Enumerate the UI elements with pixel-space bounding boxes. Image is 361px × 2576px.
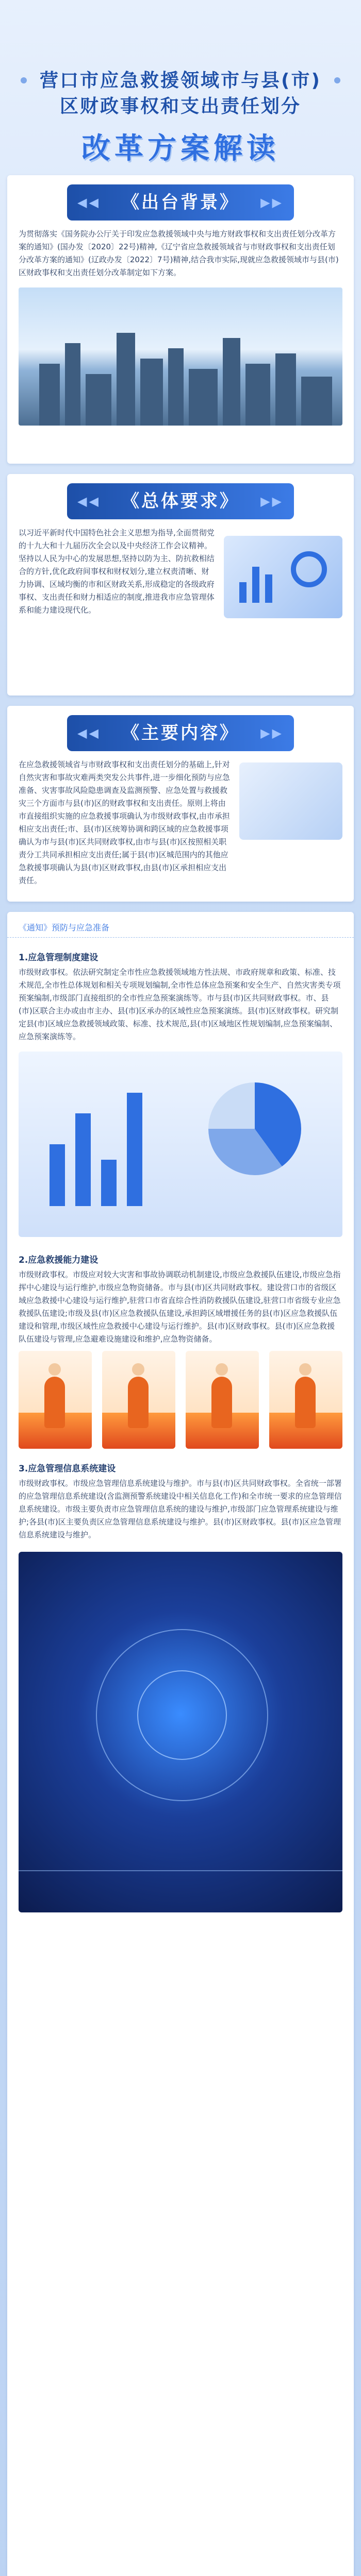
firefighter-illustration bbox=[102, 1351, 175, 1449]
firefighter-illustration bbox=[269, 1351, 342, 1449]
firefighter-illustration bbox=[19, 1351, 92, 1449]
section-banner-requirements bbox=[67, 483, 294, 519]
chevron-right-icon: ▶▶ bbox=[260, 726, 284, 740]
section-details bbox=[7, 912, 354, 2576]
firefighter-illustration bbox=[186, 1351, 259, 1449]
item-title: 1.应急管理制度建设 bbox=[19, 953, 99, 963]
chevron-left-icon: ◀◀ bbox=[77, 195, 101, 210]
item-text: 市级财政事权。依法研究制定全市性应急救援领域地方性法规、市政府规章和政策、标准、技术规范,全市性总体规划和相关专项规划编制,全市性总体应急预案和安全生产、自然灾害类专项预案编制,市级部门直接组织的全市性应急预案演练等。市与县(市)区共同财政事权。市、县(市)区联合主办或由市主办、县(市)区承办的区域性应急预案演练。县(市)区财政事权。研究制定县(市)区域应急救援领域政策、标准、技术规范,县(市)区域地区性规划编制,应急预案编制、应急预案演练等。 bbox=[19, 968, 341, 1041]
chevron-right-icon: ▶▶ bbox=[260, 195, 284, 210]
header bbox=[0, 0, 361, 170]
section-requirements bbox=[7, 474, 354, 696]
section-title: 《总体要求》 bbox=[122, 491, 239, 512]
title-line-1: 营口市应急救援领域市与县(市) bbox=[40, 70, 321, 91]
item-text: 市级财政事权。市级应对较大灾害和事故协调联动机制建设,市级应急救援队伍建设,市级应急指挥中心建设与运行维护,市级应急物资储备。市与县(市)区共同财政事权。建设营口市的省级区域应急救援中心建设与运行维护,驻营口市省直综合性消防救援队伍建设,驻营口市省级专业应急救援队伍建设;市级及县(市)区应急救援队伍建设,承担跨区域增援任务的县(市)区应急救援队伍建设和管理,市级区域性应急救援中心建设与运行维护。县(市)区财政事权。县(市)区应急救援队伍建设与管理,应急避难设施建设和维护,应急物资储备。 bbox=[19, 1270, 341, 1344]
city-skyline-image bbox=[19, 287, 342, 426]
digital-network-illustration bbox=[19, 1552, 342, 1912]
section-text: 以习近平新时代中国特色社会主义思想为指导,全面贯彻党的十九大和十九届历次全会以及中央经济工作会议精神。坚持以人民为中心的发展思想,坚持以防为主、防抗救相结合的方针,优化政府间事权和财权划分,建立权责清晰、财力协调、区域均衡的市和区财政关系,形成稳定的各级政府事权、支出责任和财力相适应的制度,推进我市应急管理体系和能力建设现代化。 bbox=[19, 528, 215, 615]
notice-heading: 《通知》预防与应急准备 bbox=[7, 912, 354, 938]
analytics-illustration bbox=[19, 1052, 342, 1237]
section-content bbox=[7, 706, 354, 902]
chevron-right-icon: ▶▶ bbox=[260, 494, 284, 509]
chevron-left-icon: ◀◀ bbox=[77, 726, 101, 740]
rescue-illustrations bbox=[7, 1346, 354, 1454]
section-title: 《出台背景》 bbox=[122, 192, 239, 213]
section-banner-content bbox=[67, 715, 294, 751]
section-background bbox=[7, 175, 354, 464]
item-text: 市级财政事权。市级应急管理信息系统建设与维护。市与县(市)区共同财政事权。全省统一部署的应急管理信息系统建设(含监测预警系统建设中相关信息化工作)和全市统一要求的应急管理信息系统建设。市级主要负责市应急管理信息系统的建设与维护,市级部门应急管理系统建设与维护;各县(市)区主要负责区应急管理信息系统建设与维护。县(市)区财政事权。县(市)区应急管理信息系统建设与维护。 bbox=[19, 1479, 342, 1539]
chevron-left-icon: ◀◀ bbox=[77, 494, 101, 509]
section-text: 在应急救援领域省与市财政事权和支出责任划分的基础上,针对自然灾害和事故灾难两类突发公共事件,进一步细化预防与应急准备、灾害事故风险隐患调查及监测预警、应急处置与救援救灾三个方面市与县(市)区的财政事权和支出责任。原则上将由市直接组织实施的应急救援事项确认为市级财政事权,由市承担相应支出责任;市、县(市)区统筹协调和跨区域的应急救援事项确认为市与县(市)区共同财政事权,由市与县(市)区按照相关职责分工共同承担相应支出责任;属于县(市)区城范围内的其他应急救援事项确认为县(市)区财政事权,由县(市)区承担相应支出责任。 bbox=[19, 760, 230, 885]
section-text: 为贯彻落实《国务院办公厅关于印发应急救援领域中央与地方财政事权和支出责任划分改革方案的通知》(国办发〔2020〕22号)精神,《辽宁省应急救援领域省与市财政事权和支出责任划分改革方案的通知》(辽政办发〔2022〕7号)精神,结合我市实际,现就应急救援领域市与县(市)区财政事权和支出责任划分改革制定如下方案。 bbox=[19, 229, 339, 277]
office-illustration bbox=[239, 762, 342, 840]
main-title: 改革方案解读 bbox=[81, 132, 280, 165]
item-title: 2.应急救援能力建设 bbox=[19, 1255, 99, 1265]
section-banner-background bbox=[67, 184, 294, 221]
item-title: 3.应急管理信息系统建设 bbox=[19, 1464, 116, 1474]
dashboard-illustration bbox=[224, 536, 342, 618]
section-title: 《主要内容》 bbox=[122, 723, 239, 743]
title-line-2: 区财政事权和支出责任划分 bbox=[59, 96, 301, 117]
